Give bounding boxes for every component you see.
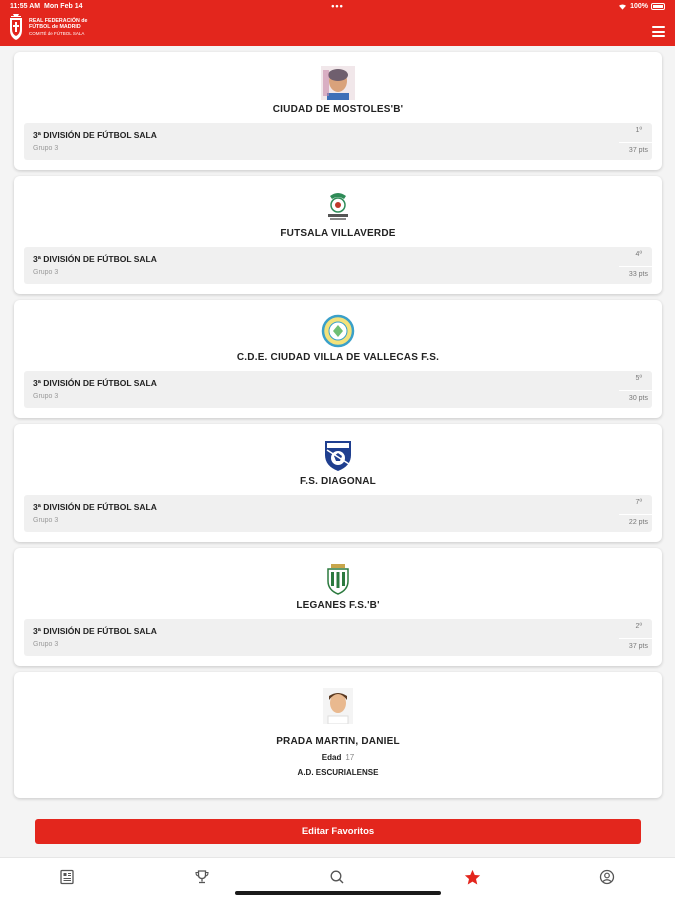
team-photo-logo-icon [321, 66, 355, 100]
tab-profile[interactable] [598, 868, 616, 886]
favorite-team-card[interactable] [14, 424, 662, 542]
competition-row[interactable] [24, 619, 652, 656]
team-name: LEGANES F.S.'B' [296, 600, 380, 611]
battery-icon [651, 3, 665, 10]
player-photo [323, 688, 353, 724]
competition-group: Grupo 3 [33, 641, 59, 648]
federation-brand[interactable] [8, 14, 87, 41]
home-indicator[interactable] [235, 891, 441, 895]
status-time: 11:55 AM Mon Feb 14 [10, 3, 83, 10]
vallecas-logo-icon [321, 314, 355, 348]
league-position: 1º [635, 127, 642, 134]
team-name: CIUDAD DE MOSTOLES'B' [272, 104, 404, 115]
app-header [0, 0, 675, 46]
diagonal-shield-logo-icon [321, 438, 355, 472]
status-bar [10, 3, 665, 14]
tab-favorites[interactable] [463, 868, 481, 886]
team-name: F.S. DIAGONAL [300, 476, 376, 487]
competition-row[interactable] [24, 495, 652, 532]
player-name: PRADA MARTIN, DANIEL [276, 736, 400, 747]
trophy-icon [194, 869, 210, 885]
federation-crest-icon [8, 14, 24, 41]
league-points: 37 pts [628, 147, 648, 154]
league-position: 2º [635, 623, 642, 630]
villaverde-logo-icon [321, 190, 355, 224]
league-points: 37 pts [628, 643, 648, 650]
competition-name: 3ª DIVISIÓN DE FÚTBOL SALA [33, 626, 157, 636]
favorite-team-card[interactable] [14, 52, 662, 170]
star-icon [464, 869, 481, 886]
competition-name: 3ª DIVISIÓN DE FÚTBOL SALA [33, 378, 157, 388]
competition-name: 3ª DIVISIÓN DE FÚTBOL SALA [33, 130, 157, 140]
favorite-player-card[interactable] [14, 672, 662, 798]
player-age-label: Edad [321, 753, 342, 762]
profile-icon [599, 869, 615, 885]
favorite-team-card[interactable] [14, 300, 662, 418]
team-name: C.D.E. CIUDAD VILLA DE VALLECAS F.S. [236, 352, 440, 363]
competition-name: 3ª DIVISIÓN DE FÚTBOL SALA [33, 502, 157, 512]
league-position: 5º [635, 375, 642, 382]
news-icon [59, 869, 75, 885]
leganes-logo-icon [321, 562, 355, 596]
competition-row[interactable] [24, 247, 652, 284]
competition-group: Grupo 3 [33, 269, 59, 276]
player-age-value: 17 [345, 753, 355, 762]
status-indicators [618, 3, 665, 10]
tab-competitions[interactable] [193, 868, 211, 886]
league-points: 33 pts [628, 271, 648, 278]
league-points: 22 pts [628, 519, 648, 526]
favorite-team-card[interactable] [14, 548, 662, 666]
wifi-icon [618, 3, 627, 10]
competition-name: 3ª DIVISIÓN DE FÚTBOL SALA [33, 254, 157, 264]
tab-news[interactable] [58, 868, 76, 886]
edit-favorites-button[interactable]: Editar Favoritos [35, 819, 641, 844]
multitask-dots[interactable]: ••• [331, 1, 344, 11]
tab-search[interactable] [328, 868, 346, 886]
battery-percent: 100% [630, 3, 648, 10]
league-points: 30 pts [628, 395, 648, 402]
competition-group: Grupo 3 [33, 517, 59, 524]
league-position: 4º [635, 251, 642, 258]
competition-row[interactable] [24, 371, 652, 408]
competition-group: Grupo 3 [33, 145, 59, 152]
favorite-team-card[interactable] [14, 176, 662, 294]
brand-text: REAL FEDERACIÓN de FÚTBOL de MADRID COMITÉ de FÚTBOL SALA [29, 18, 88, 36]
search-icon [329, 869, 345, 885]
player-age [14, 753, 662, 762]
league-position: 7º [635, 499, 642, 506]
competition-group: Grupo 3 [33, 393, 59, 400]
player-club: A.D. ESCURIALENSE [297, 768, 379, 777]
competition-row[interactable] [24, 123, 652, 160]
team-name: FUTSALA VILLAVERDE [280, 228, 396, 239]
menu-icon[interactable] [652, 26, 665, 37]
